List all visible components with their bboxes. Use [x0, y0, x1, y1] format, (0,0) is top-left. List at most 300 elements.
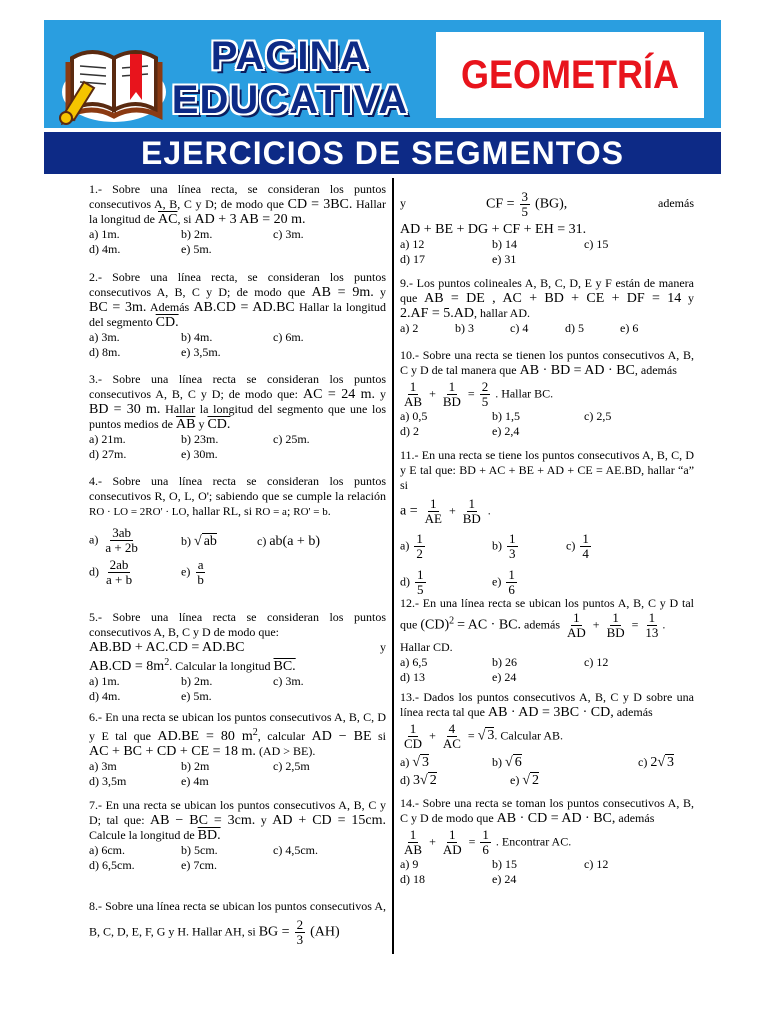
option-label: e) [510, 773, 520, 787]
problem-11-eq1: BD + AC + BE + AD + CE = AE.BD, [459, 463, 645, 477]
plus-sign: + [592, 617, 600, 632]
problem-9-text2: , hallar AD. [474, 306, 531, 320]
problem-6-option-b: b) 2m [181, 759, 210, 773]
problem-12-fraction-1 [565, 611, 588, 640]
problem-4-option-e-fraction [195, 558, 206, 587]
fraction-denominator: BD [462, 511, 481, 526]
fraction-numerator: 1 [416, 531, 423, 546]
problem-4-option-a [89, 526, 142, 555]
problem-2-eq1: AB = 9m. [311, 285, 374, 300]
problem-4-option-d-fraction [104, 558, 134, 587]
equals-sign: = [631, 617, 639, 632]
problem-8-option-d: d) 17 [400, 252, 425, 266]
problem-9-option-a: a) 2 [400, 321, 419, 335]
problem-10 [400, 348, 694, 439]
fraction-numerator: 1 [468, 496, 476, 511]
sqrt-icon: √ [522, 773, 531, 788]
problem-3-segment-2: CD. [207, 417, 231, 432]
problem-1-text3: , si [177, 212, 192, 226]
problem-9-eq2: AC + BD + CE + DF = 14 [502, 291, 682, 306]
fraction-numerator: 1 [430, 496, 437, 511]
problem-3-options [89, 432, 386, 462]
problem-5-text2: . Calcular la longitud [169, 659, 271, 673]
problem-5-option-a: a) 1m. [89, 674, 120, 688]
problem-8-option-e: e) 31 [492, 252, 517, 266]
problem-11-fraction-1 [423, 497, 444, 526]
problem-2-option-c: c) 6m. [273, 330, 304, 344]
sqrt-icon: √ [657, 755, 666, 770]
problem-1-text2: Hallar la longitud de [89, 197, 386, 226]
problem-8b-eq2: AD + BE + DG + CF + EH = 31. [400, 222, 587, 237]
problem-3-y2: y [198, 417, 205, 431]
problem-8-continued [400, 190, 694, 267]
problem-6-text4: (AD > BE). [258, 744, 316, 758]
problem-4-option-c-label: c) [257, 534, 267, 548]
problem-12-exponent: 2 [449, 615, 455, 627]
fraction-numerator: 1 [409, 379, 417, 394]
plus-sign: + [448, 503, 456, 518]
option-label: b) [492, 538, 502, 553]
problem-5-options [89, 674, 386, 704]
brand-line-1: PAGINA [210, 34, 370, 78]
problem-5-option-d: d) 4m. [89, 689, 121, 703]
problem-12-eq1: (CD) [420, 617, 450, 633]
problem-14-option-a: a) 9 [400, 857, 419, 871]
option-fraction [415, 568, 426, 597]
problem-8-option-c: c) 15 [584, 237, 609, 251]
problem-8b-equation [486, 190, 567, 219]
problem-1-option-d: d) 4m. [89, 242, 121, 256]
problem-1-statement [89, 182, 386, 227]
problem-14-fraction-2 [441, 828, 464, 857]
problem-2-option-d: d) 8m. [89, 345, 121, 359]
fraction-denominator: CD [404, 736, 423, 751]
problem-3-option-a: a) 21m. [89, 432, 126, 446]
problem-5-eq2: AB.CD = 8m [89, 659, 165, 674]
option-coefficient: 2 [650, 755, 658, 770]
problem-7-option-d: d) 6,5cm. [89, 858, 135, 872]
problem-10-eq1: AB · BD = AD · BC [519, 363, 635, 378]
fraction-denominator: AD [442, 842, 462, 857]
fraction-denominator: b [197, 572, 204, 587]
problem-3-y: y [380, 387, 387, 401]
problem-12 [400, 596, 694, 685]
fraction-denominator: a + 2b [105, 540, 138, 555]
problem-4-options [89, 522, 386, 592]
problem-5-exponent: 2 [164, 657, 170, 668]
problem-14-option-d: d) 18 [400, 872, 425, 886]
problem-5-option-e: e) 5m. [181, 689, 212, 703]
problem-9-option-c: c) 4 [510, 321, 529, 335]
problem-13 [400, 690, 694, 795]
brand-name [170, 34, 410, 126]
problem-8-option-b: b) 14 [492, 237, 517, 251]
option-label: a) [400, 755, 410, 769]
subject-label: GEOMETRÍA [460, 53, 679, 97]
fraction-denominator: a + b [106, 572, 133, 587]
problem-4-eq3: RO' = b [293, 506, 328, 518]
problem-14-ademas: además [618, 811, 655, 825]
problem-14-options [400, 857, 694, 887]
problem-4-option-a-fraction [103, 526, 140, 555]
problem-14-fraction-1 [402, 828, 424, 857]
problem-3-option-d: d) 27m. [89, 447, 127, 461]
problem-3 [89, 372, 386, 462]
fraction-numerator: 1 [417, 567, 424, 582]
problem-4-text3: ; [286, 504, 291, 518]
problem-11-statement [400, 448, 694, 493]
problem-11 [400, 448, 694, 602]
problem-7-intro: 7.- En una recta se ubican los puntos consecutivos A, B, C y D; tal que: [89, 798, 386, 827]
plus-sign: + [429, 834, 436, 849]
problem-12-option-c: c) 12 [584, 655, 609, 669]
problem-12-option-e: e) 24 [492, 670, 517, 684]
problem-7 [89, 798, 386, 873]
problem-14-intro: 14.- Sobre una recta se toman los puntos consecutivos A, B, C y D de modo que [400, 796, 694, 825]
problem-6-text3: si [377, 729, 386, 743]
problem-10-text2: , además [634, 363, 677, 377]
problem-9-option-d: d) 5 [565, 321, 584, 335]
problem-4-text4: . [327, 504, 331, 518]
problem-4-option-c [257, 534, 320, 549]
problem-6-option-a: a) 3m [89, 759, 117, 773]
fraction-denominator: 6 [508, 582, 515, 597]
header [44, 20, 721, 174]
problem-13-option-e [510, 773, 539, 788]
problem-13-options [400, 755, 694, 795]
problem-3-eq2: BD = 30 m. [89, 402, 161, 417]
problem-2-text2: Además [149, 300, 190, 314]
option-label: e) [492, 574, 502, 589]
option-value: 3 [422, 755, 430, 770]
subject-box [436, 32, 704, 118]
problem-6-text2: , calcular [257, 729, 306, 743]
problem-14 [400, 796, 694, 887]
fraction-numerator: 1 [582, 531, 589, 546]
fraction-numerator: 1 [573, 610, 580, 625]
fraction-denominator: 5 [521, 204, 529, 219]
problem-14-option-c: c) 12 [584, 857, 609, 871]
fraction-numerator: 1 [482, 827, 489, 842]
problem-11-fraction-2 [461, 497, 483, 526]
problem-12-options [400, 655, 694, 685]
problem-6-option-d: d) 3,5m [89, 774, 127, 788]
fraction-denominator: AE [424, 511, 442, 526]
plus-sign: + [429, 728, 436, 743]
problem-13-statement [400, 690, 694, 720]
fraction-numerator: 1 [409, 827, 417, 842]
fraction-denominator: 6 [482, 842, 489, 857]
problem-10-fraction-2 [441, 380, 463, 409]
sqrt-icon: √ [477, 728, 486, 744]
problem-4-text2: , hallar RL, si [186, 504, 253, 518]
problem-13-fraction-2 [441, 722, 463, 751]
option-label: c) [566, 538, 576, 553]
problem-3-option-b: b) 23m. [181, 432, 219, 446]
problem-2-y: y [380, 285, 387, 299]
problem-1-option-b: b) 2m. [181, 227, 213, 241]
problem-8b-fraction [520, 190, 531, 219]
fraction-numerator: 3 [521, 189, 529, 204]
problem-13-intro: 13.- Dados los puntos consecutivos A, B, C y D sobre una línea recta tal que [400, 690, 694, 719]
problem-11-intro: 11.- En una recta se tiene los puntos consecutivos A, B, C, D y E tal que: [400, 448, 694, 477]
problem-10-condition [400, 380, 694, 409]
problem-7-option-c: c) 4,5cm. [273, 843, 318, 857]
problem-12-option-a: a) 6,5 [400, 655, 428, 669]
problem-10-option-a: a) 0,5 [400, 409, 428, 423]
option-value: 6 [514, 755, 522, 770]
problem-1-intro: 1.- Sobre una línea recta, se consideran los puntos consecutivos A, B, C y D; de modo que [89, 182, 386, 211]
problem-2-option-b: b) 4m. [181, 330, 213, 344]
problem-7-text2: Calcule la longitud de [89, 828, 195, 842]
fraction-denominator: AC [442, 736, 461, 751]
problem-14-option-e: e) 24 [492, 872, 517, 886]
problem-12-intro: 12.- En una línea recta se ubican los puntos A, B, C y D tal que [400, 596, 694, 632]
fraction-denominator: 13 [645, 625, 659, 640]
fraction-denominator: 4 [582, 546, 589, 561]
problem-5-y: y [380, 640, 386, 654]
problem-1 [89, 182, 386, 257]
option-fraction [414, 532, 425, 561]
option-label: a) [400, 538, 410, 553]
problem-4 [89, 474, 386, 592]
problem-5-eq1: AB.BD + AC.CD = AD.BC [89, 640, 245, 655]
problem-11-condition [400, 497, 694, 526]
problem-6-option-c: c) 2,5m [273, 759, 310, 773]
problem-7-y: y [260, 813, 267, 827]
problem-8-statement [89, 894, 386, 947]
problem-11-option-e [492, 568, 519, 597]
problem-1-options [89, 227, 386, 257]
fraction-numerator: 1 [448, 827, 456, 842]
fraction-numerator: 1 [509, 531, 516, 546]
problem-10-statement [400, 348, 694, 378]
problem-8-fraction [295, 918, 306, 947]
problem-10-options [400, 409, 694, 439]
problem-6 [89, 710, 386, 789]
problem-9-intro: 9.- Los puntos colineales A, B, C, D, E y F están de manera que [400, 276, 694, 305]
option-label: d) [400, 574, 410, 589]
fraction-denominator: BD [442, 394, 461, 409]
problem-2-segment: CD. [155, 315, 179, 330]
fraction-numerator: 3ab [112, 525, 132, 540]
problem-2-option-e: e) 3,5m. [181, 345, 221, 359]
problem-10-fraction-3 [480, 380, 491, 409]
problem-4-option-e-label: e) [181, 564, 191, 579]
problem-14-statement [400, 796, 694, 826]
option-label: b) [492, 755, 502, 769]
option-fraction [580, 532, 591, 561]
problem-4-option-b-value: ab [203, 534, 217, 549]
problem-12-eq1b: = AC · BC. [457, 617, 522, 633]
problem-2-eq2: BC = 3m. [89, 300, 147, 315]
problem-11-text2: hallar “a” si [400, 463, 695, 492]
problem-7-eq1: AB − BC = 3cm. [150, 813, 256, 828]
problem-13-condition [400, 722, 694, 751]
problem-6-eq1: AD.BE = 80 m [157, 729, 253, 744]
problem-7-option-b: b) 5cm. [181, 843, 218, 857]
equals-sign: = [467, 728, 475, 743]
problem-1-option-c: c) 3m. [273, 227, 304, 241]
problem-4-eq2: RO = a [255, 506, 287, 518]
fraction-numerator: 1 [448, 379, 456, 394]
problem-12-statement [400, 596, 694, 655]
problem-12-option-b: b) 26 [492, 655, 517, 669]
problem-6-option-e: e) 4m [181, 774, 209, 788]
fraction-denominator: 3 [509, 546, 516, 561]
problem-2-intro: 2.- Sobre una línea recta, se consideran los puntos consecutivos A, B, C y D; de modo que [89, 270, 386, 299]
sqrt-icon: √ [412, 755, 421, 770]
problem-8-intro: 8.- Sobre una línea recta se ubican los puntos consecutivos A, B, C, D, E, F, G y H. Hallar AH, si [89, 899, 386, 939]
option-fraction [506, 568, 517, 597]
problem-4-option-d [89, 558, 136, 587]
problem-12-text2: Hallar CD. [400, 640, 453, 654]
logo [58, 30, 408, 126]
fraction-denominator: BD [606, 625, 625, 640]
problem-4-eq1: RO · LO = 2RO' · LO [89, 506, 187, 518]
problem-11-option-c [566, 532, 593, 561]
problem-14-eq1: AB · CD = AD · BC, [496, 811, 616, 826]
fraction-numerator: 2 [296, 917, 304, 932]
problem-1-option-e: e) 5m. [181, 242, 212, 256]
option-label: d) [400, 773, 410, 787]
problem-4-option-b-label: b) [181, 534, 191, 548]
problem-8-eq-right: (AH) [310, 924, 340, 940]
problem-10-option-c: c) 2,5 [584, 409, 612, 423]
fraction-numerator: a [197, 557, 204, 572]
fraction-denominator: 5 [481, 394, 489, 409]
fraction-denominator: AB [404, 842, 423, 857]
fraction-numerator: 1 [612, 610, 619, 625]
book-icon [58, 30, 168, 126]
problem-6-statement [89, 710, 386, 759]
problem-9-option-e: e) 6 [620, 321, 639, 335]
problem-8b-eq-right: (BG), [535, 196, 568, 212]
problem-1-option-a: a) 1m. [89, 227, 120, 241]
problem-6-options [89, 759, 386, 789]
column-divider [392, 178, 394, 954]
problem-6-intro: 6.- En una recta se ubican los puntos consecutivos A, B, C, D y E tal que [89, 710, 386, 743]
problem-8b-ademas: además [658, 196, 694, 210]
problem-7-option-e: e) 7cm. [181, 858, 217, 872]
problem-9-eq1: AB = DE , [424, 291, 496, 306]
problem-5-option-c: c) 3m. [273, 674, 304, 688]
problem-2-options [89, 330, 386, 360]
problem-3-text2: Hallar la longitud del segmento que une los puntos medios de [89, 402, 387, 431]
problem-7-eq2: AD + CD = 15cm. [272, 813, 387, 828]
problem-4-option-c-value: ab(a + b) [269, 534, 320, 549]
problem-6-eq3: AC + BC + CD + CE = 18 m. [89, 744, 256, 759]
problem-3-intro: 3.- Sobre una línea recta se consideran los puntos consecutivos A, B, C y D; de modo que: [89, 372, 386, 401]
problem-4-option-d-label: d) [89, 564, 99, 579]
problem-9-statement [400, 276, 694, 321]
problem-9-options [400, 321, 694, 336]
problem-12-fraction-2 [605, 611, 627, 640]
problem-1-eq1: CD = 3BC. [287, 197, 353, 212]
sqrt-icon: √ [194, 534, 202, 549]
problem-5-segment: BC. [273, 659, 296, 674]
problem-10-option-e: e) 2,4 [492, 424, 520, 438]
problem-4-option-e [181, 558, 208, 587]
problem-13-option-b [492, 755, 522, 770]
problem-11-option-b [492, 532, 520, 561]
problem-9-option-b: b) 3 [455, 321, 474, 335]
problem-11-eq-left: a = [400, 503, 418, 519]
equals-sign: = [467, 386, 475, 401]
problem-13-option-a [400, 755, 429, 770]
problem-2-text3: Hallar la longitud del segmento [89, 300, 386, 329]
problem-11-option-a [400, 532, 427, 561]
plus-sign: + [429, 386, 436, 401]
problem-8b-line1 [400, 190, 694, 218]
equals-sign: = [468, 834, 476, 849]
problem-3-statement [89, 372, 386, 432]
problem-8-option-a: a) 12 [400, 237, 425, 251]
fraction-numerator: 1 [409, 721, 417, 736]
problem-4-option-b [181, 534, 217, 549]
problem-7-statement [89, 798, 386, 843]
fraction-denominator: 3 [296, 932, 304, 947]
problem-10-fraction-1 [402, 380, 424, 409]
fraction-denominator: AD [567, 625, 586, 640]
problem-14-condition [400, 828, 694, 857]
problem-1-segment: $\overline{AC}$ [158, 212, 178, 227]
problem-2-option-a: a) 3m. [89, 330, 120, 344]
problem-10-intro: 10.- Sobre una recta se tienen los puntos consecutivos A, B, C y D de tal manera que [400, 348, 694, 377]
problem-2 [89, 270, 386, 360]
problem-11-end: . [487, 503, 491, 518]
fraction-numerator: 1 [648, 610, 656, 625]
problem-2-eq3: AB.CD = AD.BC [193, 300, 295, 315]
fraction-denominator: 2 [416, 546, 423, 561]
problem-13-option-c [638, 755, 674, 770]
problem-8-options [400, 237, 694, 267]
problem-12-fraction-3 [643, 611, 660, 640]
problem-7-options [89, 843, 386, 873]
problem-4-statement [89, 474, 386, 520]
problem-3-eq1: AC = 24 m. [302, 387, 376, 402]
option-value: 2 [429, 773, 437, 788]
problem-3-option-c: c) 25m. [273, 432, 310, 446]
problem-7-option-a: a) 6cm. [89, 843, 125, 857]
option-label: c) [638, 755, 648, 769]
problem-9 [400, 276, 694, 336]
problem-12-ademas: además [524, 617, 561, 632]
option-value: 3 [667, 755, 675, 770]
problem-14-option-b: b) 15 [492, 857, 517, 871]
banner [44, 20, 721, 128]
problem-8b-y: y [400, 196, 406, 210]
problem-13-eq1: AB · AD = 3BC · CD, [487, 705, 614, 720]
problem-14-fraction-3 [480, 828, 491, 857]
problem-9-eq3: 2.AF = 5.AD [400, 306, 475, 321]
problem-12-option-d: d) 13 [400, 670, 425, 684]
problem-10-option-b: b) 1,5 [492, 409, 520, 423]
problem-4-intro: 4.- Sobre una línea recta se consideran los puntos consecutivos R, O, L, O'; sabiendo que se cumple la relación [89, 474, 386, 503]
sqrt-icon: √ [505, 755, 513, 770]
problem-13-text2: . Calcular AB. [494, 728, 564, 743]
fraction-denominator: 5 [417, 582, 424, 597]
problem-13-rhs: 3 [487, 728, 495, 744]
fraction-numerator: 2 [481, 379, 489, 394]
problem-2-statement [89, 270, 386, 330]
problem-8-eq-left: BG = [258, 924, 290, 940]
problem-9-y: y [688, 291, 695, 305]
brand-line-2: EDUCATIVA [171, 78, 409, 122]
problem-13-fraction-1 [402, 722, 424, 751]
problem-1-eq2: AD + 3 AB = 20 m. [194, 212, 306, 227]
problem-11-option-d [400, 568, 428, 597]
